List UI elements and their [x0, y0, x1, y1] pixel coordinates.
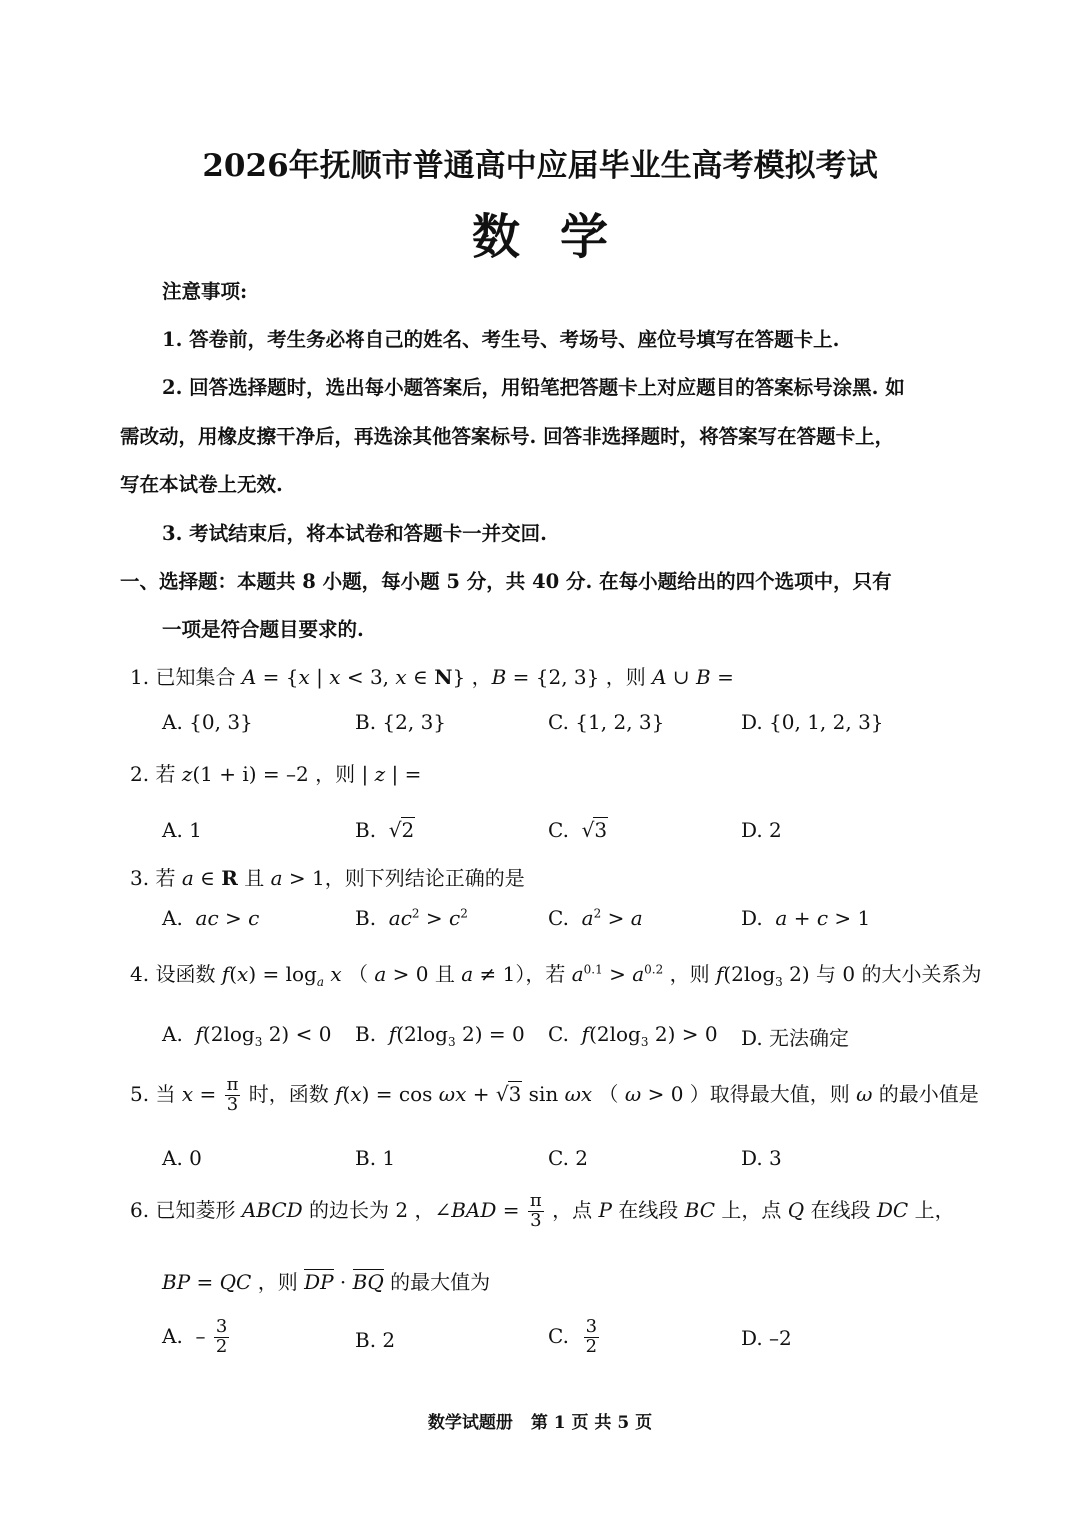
- question-stem: 设函数 $f(x) = \log_a x$ （ a > 0 且 a ≠ 1），若 $a^{0.1} > a^{0.2}$ ，则 $f(2\log_3$ 2) 与 0 的大小关系为: [155, 962, 982, 989]
- footer-page-number: 第 1 页 共 5 页: [530, 1413, 653, 1433]
- q6-option-a: A. – $\frac{3}{2}$: [162, 1316, 228, 1357]
- question-6: [130, 1192, 955, 1231]
- footer-book: 数学试题册: [427, 1413, 513, 1433]
- q5-option-b: B. 1: [355, 1146, 396, 1170]
- q2-option-c: C. √3: [548, 818, 608, 842]
- q3-option-c: C. $a^2 > a$: [548, 906, 643, 930]
- question-number: 1.: [130, 665, 150, 689]
- q2-option-d: D. 2: [741, 818, 782, 842]
- notice-heading: 注意事项:: [162, 280, 248, 303]
- q5-option-c: C. 2: [548, 1146, 589, 1170]
- notice-item-2-line-3: 写在本试卷上无效.: [120, 473, 283, 496]
- question-number: 6.: [130, 1197, 150, 1222]
- q3-option-d: D. a + c > 1: [741, 906, 871, 930]
- q6-option-c: C. $\frac{3}{2}$: [548, 1316, 598, 1357]
- question-4: [130, 958, 981, 989]
- notice-item-3: 3. 考试结束后，将本试卷和答题卡一并交回.: [162, 522, 547, 545]
- q1-option-b: B. {2, 3}: [355, 710, 447, 734]
- q5-option-d: D. 3: [741, 1146, 782, 1170]
- question-3: [130, 862, 525, 891]
- exam-title: 2026年抚顺市普通高中应届毕业生高考模拟考试: [202, 148, 878, 184]
- q4-option-a: A. $f(2\log_3$ 2) < 0: [162, 1022, 332, 1049]
- question-number: 4.: [130, 962, 150, 986]
- q1-option-a: A. {0, 3}: [162, 710, 253, 734]
- q6-option-d: D. –2: [741, 1326, 792, 1350]
- question-number: 5.: [130, 1081, 150, 1106]
- q1-option-c: C. {1, 2, 3}: [548, 710, 665, 734]
- section-header-line-2: 一项是符合题目要求的.: [162, 618, 364, 641]
- q2-option-b: B. √2: [355, 818, 415, 842]
- question-stem: 若 z(1 + i) = –2 ，则 | z | =: [155, 762, 422, 786]
- question-stem: 若 a ∈ R 且 a > 1: [155, 866, 325, 890]
- question-stem: 当 x = $\frac{\pi}{3}$ 时，函数 f(x) = cos ωx + √3 sin ωx （ ω > 0 ）取得最大值，则 ω 的最小值是: [155, 1074, 979, 1115]
- q4-option-c: C. $f(2\log_3$ 2) > 0: [548, 1022, 718, 1049]
- notice-item-2-line-2: 需改动，用橡皮擦干净后，再选涂其他答案标号. 回答非选择题时，将答案写在答题卡上，: [120, 425, 895, 448]
- notice-item-1: 1. 答卷前，考生务必将自己的姓名、考生号、考场号、座位号填写在答题卡上.: [162, 328, 840, 351]
- q4-option-b: B. $f(2\log_3$ 2) = 0: [355, 1022, 525, 1049]
- question-6-line-2: BP = QC ，则 DP · BQ 的最大值为: [162, 1270, 491, 1294]
- question-5: [130, 1076, 979, 1115]
- q6-option-b: B. 2: [355, 1328, 396, 1352]
- question-number: 3.: [130, 866, 150, 890]
- q1-option-d: D. {0, 1, 2, 3}: [741, 710, 884, 734]
- q3-option-a: A. ac > c: [162, 906, 260, 930]
- q5-option-a: A. 0: [162, 1146, 202, 1170]
- question-number: 2.: [130, 762, 150, 786]
- question-stem: 已知集合 A = {x | x < 3, x ∈ N} ，B = {2, 3} ，则 A ∪ B =: [155, 665, 734, 689]
- question-2: [130, 758, 421, 787]
- page-footer: [0, 1408, 1080, 1433]
- q3-option-b: B. $ac^2 > c^2$: [355, 906, 468, 930]
- question-stem: 已知菱形 ABCD 的边长为 2 ，∠BAD = $\frac{\pi}{3}$ ，点 P 在线段 BC 上，点 Q 在线段 DC 上，: [155, 1190, 955, 1231]
- question-stem-end: ，则下列结论正确的是: [324, 866, 525, 890]
- notice-item-2-line-1: 2. 回答选择题时，选出每小题答案后，用铅笔把答题卡上对应题目的答案标号涂黑. 如: [162, 376, 905, 399]
- q4-option-d: D. 无法确定: [741, 1026, 850, 1050]
- question-1: [130, 661, 734, 690]
- section-header-line-1: 一、选择题：本题共 8 小题，每小题 5 分，共 40 分. 在每小题给出的四个选项中，只有: [120, 570, 892, 593]
- q2-option-a: A. 1: [162, 818, 202, 842]
- subject-title: 数学: [471, 209, 648, 265]
